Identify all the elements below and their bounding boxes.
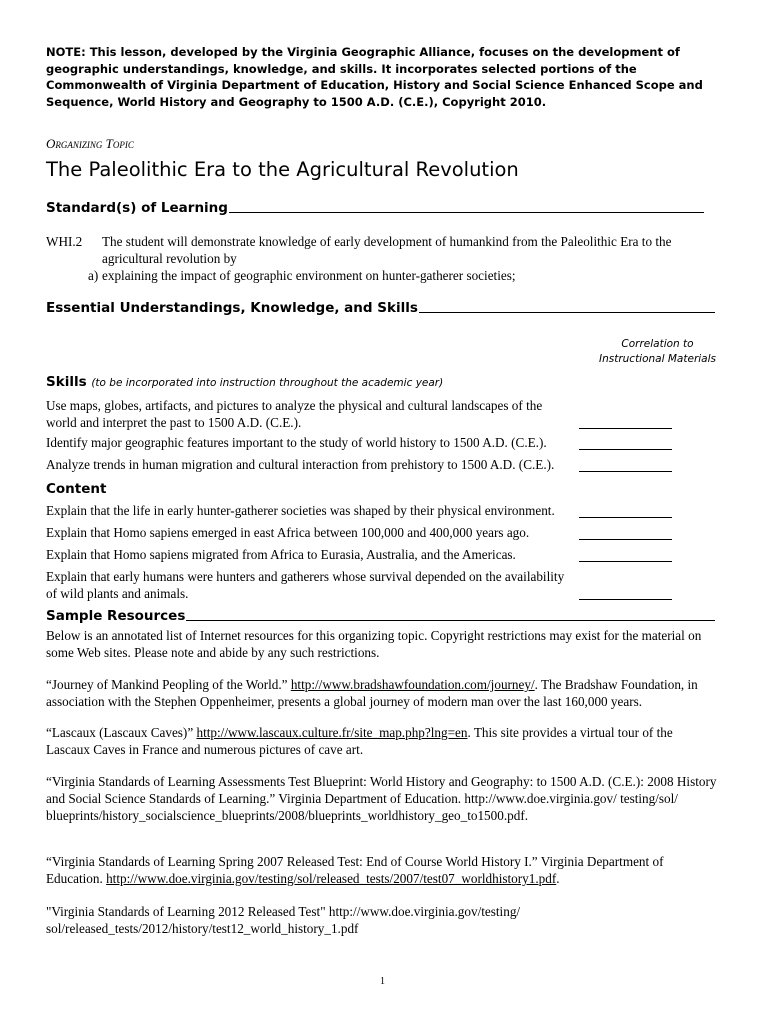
skill-item: Identify major geographic features important to the study of world history to 1500 A.D. (C.E.). [46,435,547,450]
correlation-blank [579,517,672,518]
skills-heading-note: (to be incorporated into instruction throughout the academic year) [91,377,444,389]
correlation-blank [579,471,672,472]
correlation-header [599,337,716,366]
lesson-note: NOTE: This lesson, developed by the Virginia Geographic Alliance, focuses on the development of geographic understandings, knowledge, and skills. It incorporates selected portions of the Commonwealth of Virginia Department of Education, History and Social Science Enhanced Scope and Sequence, World History and Geography to 1500 A.D. (C.E.), Copyright 2010. [46,45,703,109]
organizing-topic-text: Organizing Topic [46,136,134,151]
correlation-line-1: Correlation to [621,338,694,350]
standards-heading-text: Standard(s) of Learning [46,200,228,216]
resource-link[interactable]: http://www.doe.virginia.gov/testing/sol/released_tests/2007/test07_worldhistory1.pdf [106,871,557,886]
resource-description: . The Bradshaw Foundation, in association with the Stephen Oppenheimer, presents a global journey of modern man over the last 160,000 years. [46,677,698,709]
content-item: Explain that the life in early hunter-gatherer societies was shaped by their physical environment. [46,503,555,518]
standards-heading [46,200,704,216]
skill-item: Analyze trends in human migration and cultural interaction from prehistory to 1500 A.D. (C.E.). [46,457,555,472]
content-item: Explain that Homo sapiens migrated from Africa to Eurasia, Australia, and the Americas. [46,547,516,562]
resource-link[interactable]: http://www.bradshawfoundation.com/journey/ [290,677,535,692]
resource-entry: "Virginia Standards of Learning 2012 Released Test" http://www.doe.virginia.gov/testing/ sol/released_tests/2012/history/test12_world_history_1.pdf [46,904,521,936]
correlation-blank [579,449,672,450]
skill-item: Use maps, globes, artifacts, and pictures to analyze the physical and cultural landscapes of the world and interpret the past to 1500 A.D. (C.E.). [46,398,543,430]
organizing-topic-label [46,136,134,152]
heading-rule [186,620,715,621]
standard-code: WHI.2 [46,234,83,249]
correlation-blank [579,561,672,562]
content-heading: Content [46,481,107,497]
resource-entry: “Virginia Standards of Learning Assessments Test Blueprint: World History and Geography: to 1500 A.D. (C.E.): 2008 History and Social Science Standards of Learning.” Virginia Department of Education. http://www.doe.virginia.gov/ testing/sol/ blueprints/history_socialscience_blueprints/2008/blueprints_worldhistory_geo_to1500.pdf. [46,774,717,823]
content-item: Explain that early humans were hunters and gatherers whose survival depended on the availability of wild plants and animals. [46,569,565,601]
heading-rule [229,212,704,213]
page-title: The Paleolithic Era to the Agricultural Revolution [46,158,519,181]
resources-intro: Below is an annotated list of Internet resources for this organizing topic. Copyright restrictions may exist for the material on some Web sites. Please note and abide by any such restrictions. [46,628,702,660]
resource-title: “Virginia Standards of Learning Spring 2007 Released Test: End of Course World History I.” Virginia Department of Education. [46,854,664,886]
skills-heading-text: Skills [46,374,87,390]
correlation-line-2: Instructional Materials [598,352,716,365]
resource-entry [46,724,718,758]
content-item: Explain that Homo sapiens emerged in east Africa between 100,000 and 400,000 years ago. [46,525,530,540]
resource-link[interactable]: http://www.lascaux.culture.fr/site_map.php?lng=en [196,725,468,740]
skills-heading [46,374,443,390]
resource-title: “Lascaux (Lascaux Caves)” [46,725,194,740]
resource-title: “Journey of Mankind Peopling of the World.” [46,677,288,692]
correlation-blank [579,599,672,600]
resource-description: . This site provides a virtual tour of the Lascaux Caves in France and numerous pictures of cave art. [46,725,673,757]
standard-text: The student will demonstrate knowledge of early development of humankind from the Paleolithic Era to the agricultural revolution by [102,234,672,266]
correlation-blank [579,428,672,429]
correlation-blank [579,539,672,540]
resources-heading [46,608,715,624]
essential-heading [46,300,715,316]
resource-entry [46,676,718,710]
heading-rule [419,312,715,313]
standard-sub-label: a) [88,268,99,283]
resource-entry [46,853,718,887]
page-number: 1 [380,976,385,987]
essential-heading-text: Essential Understandings, Knowledge, and Skills [46,300,418,316]
resource-description: . [556,871,560,886]
resources-heading-text: Sample Resources [46,608,186,624]
standard-sub-text: explaining the impact of geographic environment on hunter-gatherer societies; [102,268,516,283]
